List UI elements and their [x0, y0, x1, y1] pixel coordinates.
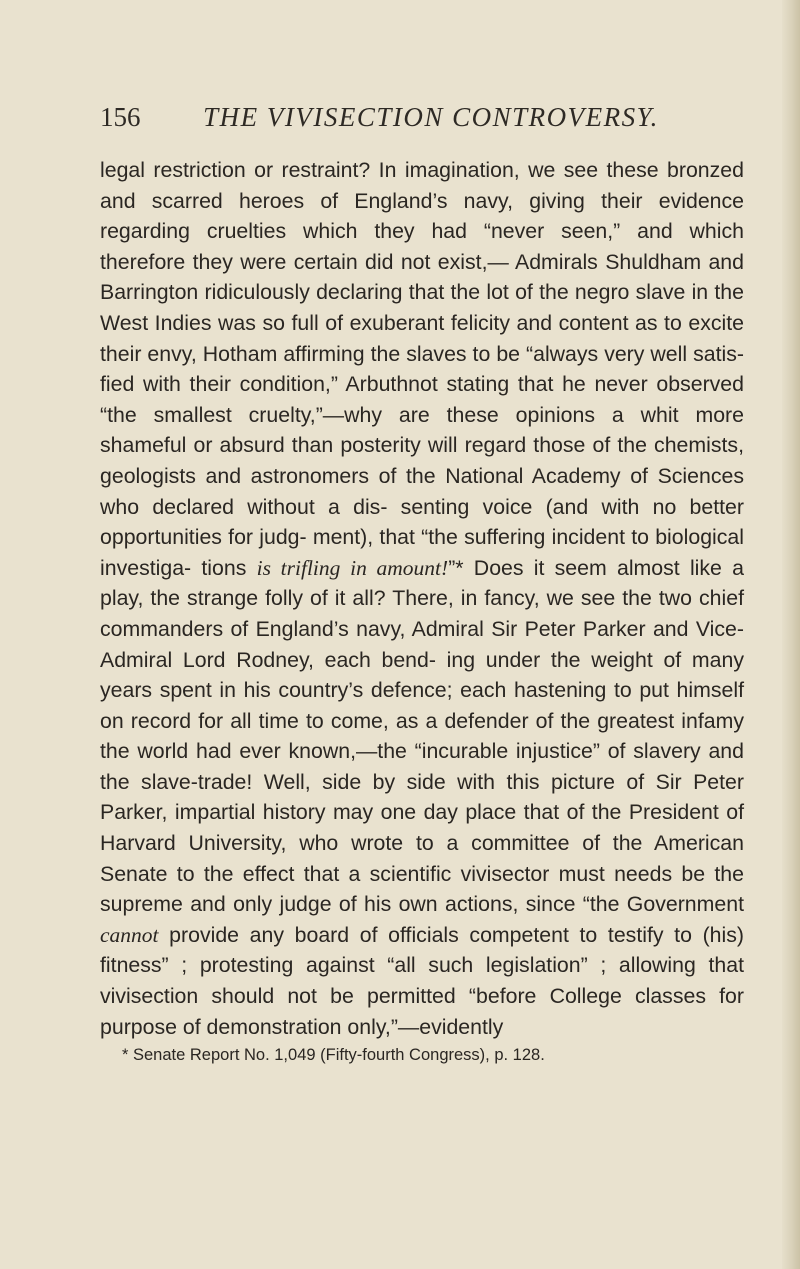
running-title: THE VIVISECTION CONTROVERSY. — [203, 102, 659, 132]
footnote: * Senate Report No. 1,049 (Fifty-fourth Congress), p. 128. — [122, 1046, 545, 1065]
book-page — [100, 96, 744, 1067]
body-text-part-2: ”* Does it seem almost like a play, the strange folly of it all? There, in fancy, we see the two chief commanders of England’s navy, Admiral Sir Peter Parker and Vice-Admiral Lord Rodney, each bend- ing under the weight of many years spent in his country’s defence; each hastening to put himself on record for all time to come, as a defender of the greatest infamy the world had ever known,—the “incurable injustice” of slavery and the slave-trade! Well, side by side with this picture of Sir Peter Parker, impartial history may one day place that of the President of Harvard University, who wrote to a committee of the American Senate to the effect that a scientific vivisector must needs be the supreme and only judge of his own actions, since “the Government — [100, 555, 744, 917]
page-edge-shadow — [782, 0, 800, 1269]
page-number: 156 — [100, 102, 141, 132]
italic-word-cannot: cannot — [100, 922, 159, 947]
running-head — [100, 96, 744, 138]
italic-quote-trifling: is trifling in amount! — [256, 555, 449, 580]
body-text-part-3: provide any board of officials competent to testify to (his) fitness” ; protesting against “all such legislation” ; allowing that vivisection should not be permitted “before College classes for purpose of demonstration only,”—evidently — [100, 922, 744, 1039]
body-text-part-1: legal restriction or restraint? In imagination, we see these bronzed and scarred heroes of England’s navy, giving their evidence regarding cruelties which they had “never seen,” and which therefore they were certain did not exist,— Admirals Shuldham and Barrington ridiculously declaring that the lot of the negro slave in the West Indies was so full of exuberant felicity and content as to excite their envy, Hotham affirming the slaves to be “always very well satis- fied with their condition,” Arbuthnot stating that he never observed “the smallest cruelty,”—why are these opinions a whit more shameful or absurd than posterity will regard those of the chemists, geologists and astronomers of the National Academy of Sciences who declared without a dis- senting voice (and with no better opportunities for judg- ment), that “the suffering incident to biological investiga- tions — [100, 158, 744, 580]
body-paragraph — [100, 155, 744, 1042]
